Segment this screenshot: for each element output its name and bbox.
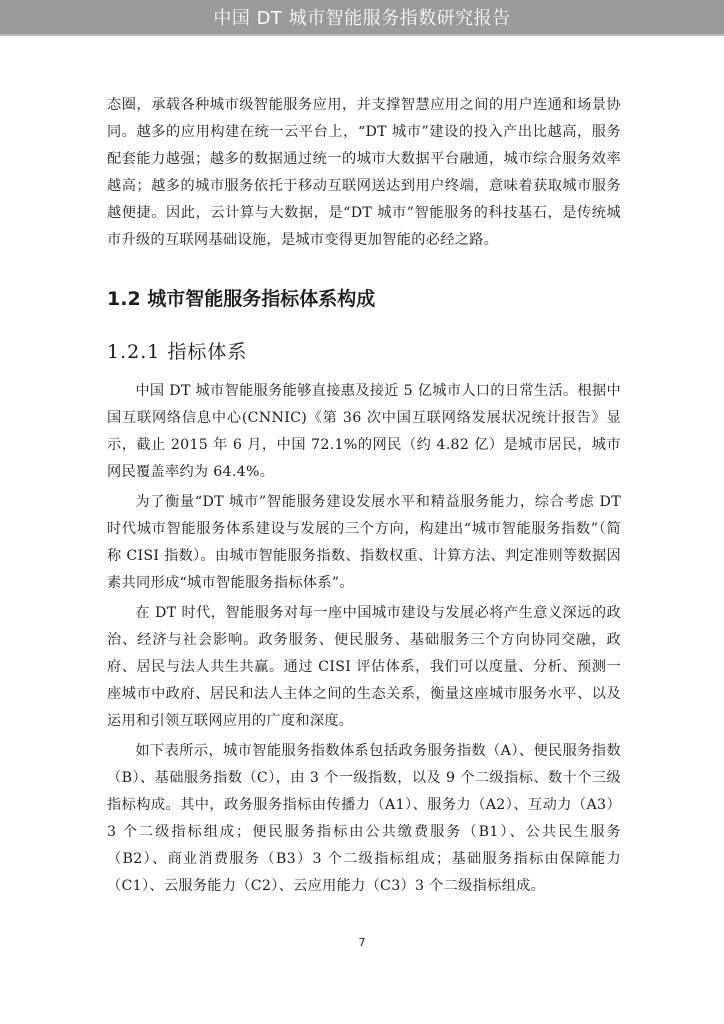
intro-paragraph: 态圈，承载各种城市级智能服务应用，并支撑智慧应用之间的用户连通和场景协同。越多的应用构建在统一云平台上，“DT 城市”建设的投入产出比越高，服务配套能力越强；越多的数据通过统一的城市大数据平台融通，城市综合服务效率越高；越多的城市服务依托于移动互联网送达到用户终端，意味着获取城市服务越便捷。因此，云计算与大数据，是“DT 城市”智能服务的科技基石，是传统城市升级的互联网基础设施，是城市变得更加智能的必经之路。: [107, 97, 621, 248]
subsection-heading: 1.2.1 指标体系: [107, 341, 248, 363]
report-title: 中国 DT 城市智能服务指数研究报告: [213, 8, 511, 29]
section-heading: 1.2 城市智能服务指标体系构成: [107, 288, 376, 310]
section-body: [107, 375, 621, 900]
body-paragraph-2: 为了衡量“DT 城市”智能服务建设发展水平和精益服务能力，综合考虑 DT 时代城市智能服务体系建设与发展的三个方向，构建出“城市智能服务指数”（简称 CISI 指数）。由城市智能服务指数、指数权重、计算方法、判定准则等数据因素共同形成“城市智能服务指标体系”。: [107, 494, 621, 591]
intro-block: [107, 92, 621, 254]
running-header: [0, 0, 724, 36]
body-paragraph-3: 在 DT 时代，智能服务对每一座中国城市建设与发展必将产生意义深远的政治、经济与社会影响。政务服务、便民服务、基础服务三个方向协同交融，政府、居民与法人共生共赢。通过 CISI 评估体系，我们可以度量、分析、预测一座城市中政府、居民和法人主体之间的生态关系，衡量这座城市服务水平、以及运用和引领互联网应用的广度和深度。: [107, 605, 621, 729]
body-paragraph-1: 中国 DT 城市智能服务能够直接惠及接近 5 亿城市人口的日常生活。根据中国互联网络信息中心(CNNIC)《第 36 次中国互联网络发展状况统计报告》显示，截止 2015 年 6 月，中国 72.1%的网民（约 4.82 亿）是城市居民，城市网民覆盖率约为 64.4%。: [107, 383, 621, 480]
body-paragraph-4: 如下表所示，城市智能服务指数体系包括政务服务指数（A）、便民服务指数（B）、基础服务指数（C），由 3 个一级指数，以及 9 个二级指标、数十个三级指标构成。其中，政务服务指标由传播力（A1）、服务力（A2）、互动力（A3）3 个二级指标组成；便民服务指标由公共缴费服务（B1）、公共民生服务（B2）、商业消费服务（B3）3 个二级指标组成；基础服务指标由保障能力（C1）、云服务能力（C2）、云应用能力（C3）3 个二级指标组成。: [107, 743, 621, 894]
page-number: 7: [358, 936, 366, 949]
